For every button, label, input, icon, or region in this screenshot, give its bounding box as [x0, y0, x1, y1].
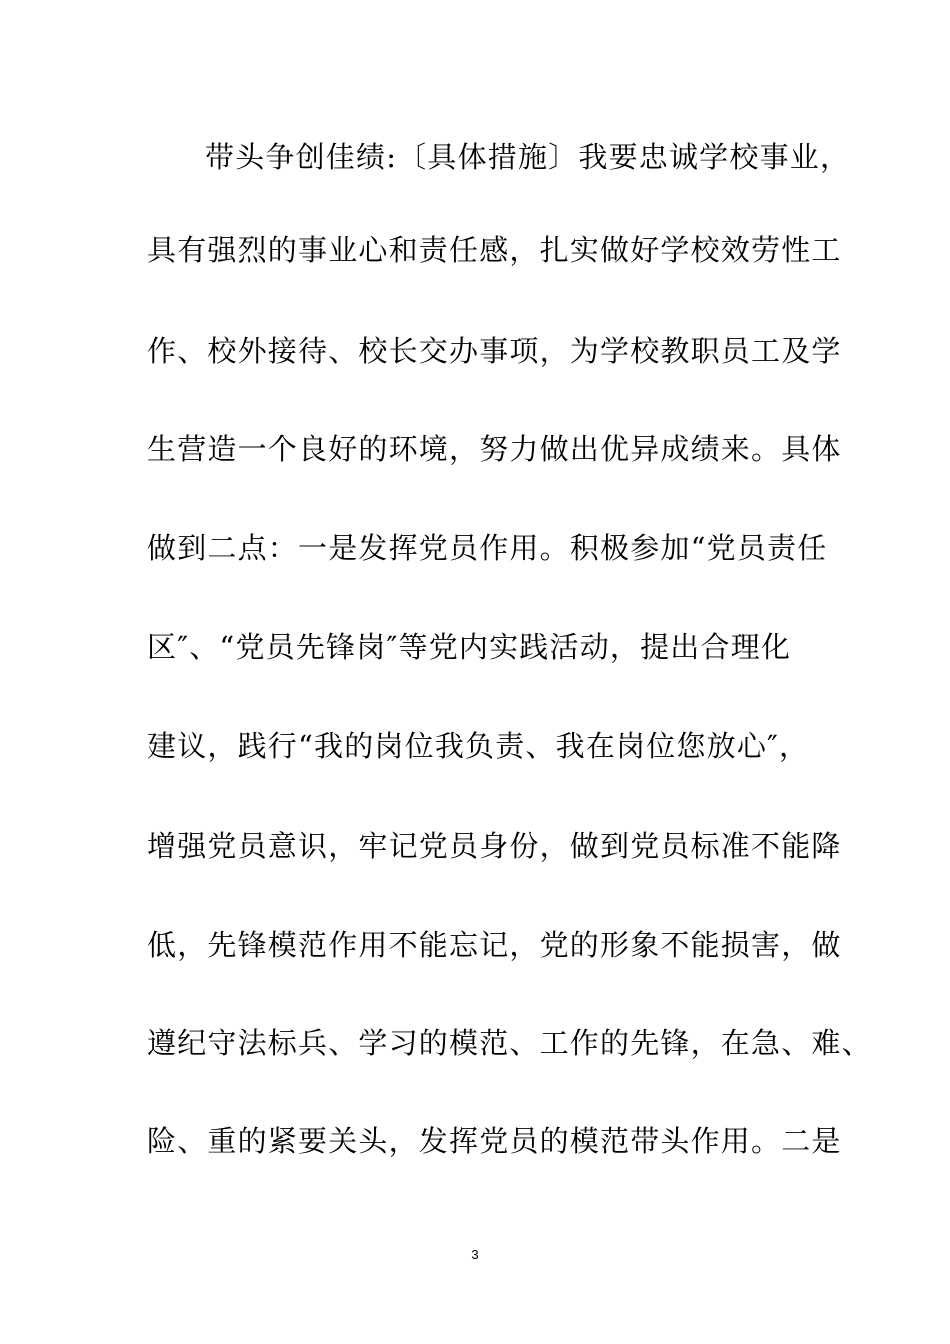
paragraph-line: 低，先锋模范作用不能忘记，党的形象不能损害，做: [147, 928, 842, 962]
paragraph-line: 区″、“党员先锋岗″等党内实践活动，提出合理化: [147, 630, 792, 664]
paragraph-line: 遵纪守法标兵、学习的模范、工作的先锋，在急、难、: [147, 1026, 872, 1060]
paragraph-line: 带头争创佳绩:〔具体措施〕我要忠诚学校事业，: [205, 140, 851, 174]
paragraph-line: 做到二点：一是发挥党员作用。积极参加“党员责任: [147, 531, 828, 565]
paragraph-line: 增强党员意识，牢记党员身份，做到党员标准不能降: [147, 829, 842, 863]
paragraph-line: 险、重的紧要关头，发挥党员的模范带头作用。二是: [147, 1124, 842, 1158]
page-number: 3: [471, 1247, 479, 1262]
paragraph-line: 建议，践行“我的岗位我负责、我在岗位您放心″，: [147, 729, 810, 763]
paragraph-line: 具有强烈的事业心和责任感，扎实做好学校效劳性工: [147, 233, 842, 267]
paragraph-line: 作、校外接待、校长交办事项，为学校教职员工及学: [147, 334, 842, 368]
paragraph-line: 生营造一个良好的环境，努力做出优异成绩来。具体: [147, 432, 842, 466]
